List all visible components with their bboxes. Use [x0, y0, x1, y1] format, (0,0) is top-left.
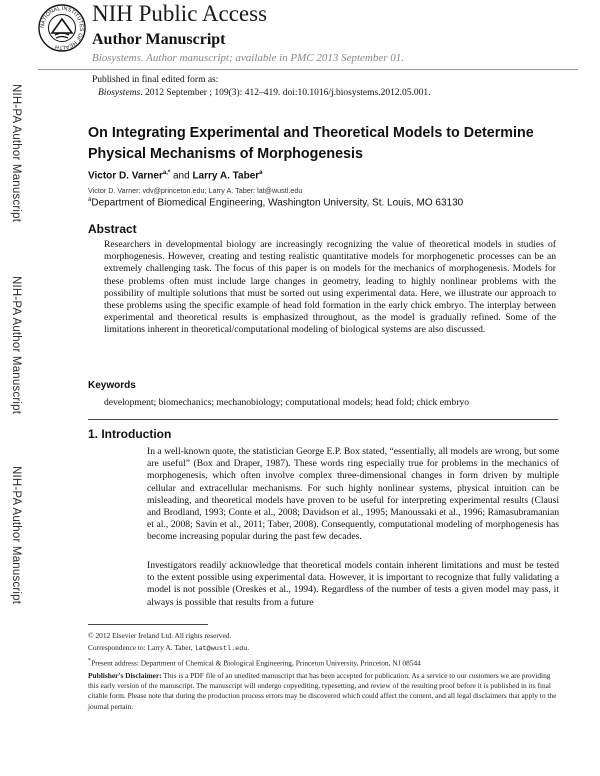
footnotes	[88, 631, 558, 712]
present-address-text: Present address: Department of Chemical & Biological Engineering, Princeton University, Princeton, NJ 08544	[91, 658, 421, 668]
published-label: Published in final edited form as:	[92, 75, 219, 85]
present-address	[88, 656, 558, 669]
logo-ring-text: NATIONAL INSTITUTES OF HEALTH	[39, 5, 85, 51]
disclaimer-text: This is a PDF file of an unedited manuscript that has been accepted for publication. As a service to our customers we are providing this early version of the manuscript. The manuscript will undergo copyediting, typesetting, and review of the resulting proof before it is published in its final citable form. Please note that during the production process errors may be discovered which could affect the content, and all legal disclaimers that apply to the journal pertain.	[88, 671, 557, 711]
affiliation-text: Department of Biomedical Engineering, Washington University, St. Louis, MO 63130	[91, 197, 464, 209]
correspondence	[88, 643, 558, 654]
sidebar-label-middle: NIH-PA Author Manuscript	[10, 276, 22, 415]
present-address-sup: *	[88, 658, 92, 665]
keywords-text: development; biomechanics; mechanobiology; computational models; head fold; chick embryo	[104, 397, 469, 408]
nih-seal-logo	[38, 4, 86, 52]
keywords-heading: Keywords	[88, 380, 136, 391]
section-divider	[88, 419, 558, 420]
affiliation	[88, 197, 463, 208]
author-2: Larry A. Taber	[192, 170, 260, 182]
author-1-sup: a,*	[162, 170, 171, 176]
copyright-notice: © 2012 Elsevier Ireland Ltd. All rights reserved.	[88, 631, 232, 640]
affiliation-sup: a	[88, 197, 92, 203]
abstract-heading: Abstract	[88, 222, 137, 236]
correspondence-email[interactable]: lat@wustl.edu	[194, 645, 248, 654]
abstract-text: Researchers in developmental biology are increasingly recognizing the value of theoretical models in studies of morphogenesis. However, creating and testing realistic quantitative models for morphogenetic processes can be an extremely challenging task. The focus of this paper is on models for the mechanics of morphogenesis. Models for these problems often must include large changes in geometry, leading to highly nonlinear problems with the possibility of multiple solutions that must be sorted out using experimental data. Here, we illustrate our approach to these problems using the specific example of head fold formation in the early chick embryo. The interplay between experimental and theoretical results is emphasized throughout, as the model is gradually refined. Some of the limitations inherent in theoretical/computational modeling of biological systems are also discussed.	[104, 239, 556, 336]
header-subtitle: Author Manuscript	[92, 31, 226, 48]
svg-text:NATIONAL INSTITUTES OF HEALTH	[40, 6, 84, 50]
citation	[92, 87, 430, 100]
correspondence-label: Correspondence to: Larry A. Taber,	[88, 643, 195, 653]
article-title: On Integrating Experimental and Theoretical Models to Determine Physical Mechanisms of Morphogenesis	[88, 125, 534, 162]
introduction-paragraph-2: Investigators readily acknowledge that theoretical models contain inherent limitations and must be tested to the extent possible using experimental data. However, it is important to recognize that fully validating a model is not possible (Oreskes et al., 1994). Regardless of the number of tests a given model may pass, it always is possible that results from a future	[147, 560, 559, 608]
author-2-sup: a	[259, 170, 263, 176]
publisher-disclaimer	[88, 671, 558, 712]
author-line	[88, 170, 263, 181]
sidebar-label-bottom: NIH-PA Author Manuscript	[10, 466, 22, 605]
disclaimer-label: Publisher's Disclaimer:	[88, 671, 162, 681]
journal-name: Biosystems	[98, 88, 141, 98]
header-divider	[38, 69, 578, 70]
correspondence-end: .	[247, 643, 250, 653]
author-emails: Victor D. Varner: vdv@princeton.edu; Larry A. Taber: lat@wustl.edu	[88, 186, 303, 195]
availability-note: Biosystems. Author manuscript; available in PMC 2013 September 01.	[92, 52, 405, 64]
introduction-paragraph-1: In a well-known quote, the statistician George E.P. Box stated, “essentially, all models are wrong, but some are useful” (Box and Draper, 1987). These words ring especially true for problems in the mechanics of morphogenesis, which often involve complex three-dimensional changes in form driven by multiple cellular and extracellular mechanisms. For such highly nonlinear systems, physical intuition can be misleading, and theoretical models have proven to be useful for interpreting experimental results (Clausi and Brodland, 1993; Conte et al., 2008; Davidson et al., 1995; Manoussaki et al., 1996; Ramasubramanian et al., 2008; Savin et al., 2011; Taber, 2008). Consequently, computational modeling of morphogenesis has become increasing popular during the past few decades.	[147, 446, 559, 543]
citation-details: . 2012 September ; 109(3): 412–419. doi:10.1016/j.biosystems.2012.05.001.	[140, 88, 431, 98]
footnote-divider	[88, 624, 208, 625]
sidebar-label-top: NIH-PA Author Manuscript	[10, 84, 22, 223]
header-title: NIH Public Access	[92, 1, 268, 26]
introduction-heading: 1. Introduction	[88, 427, 172, 441]
author-1: Victor D. Varner	[88, 170, 163, 182]
publication-info	[92, 74, 430, 100]
author-join: and	[170, 170, 193, 182]
